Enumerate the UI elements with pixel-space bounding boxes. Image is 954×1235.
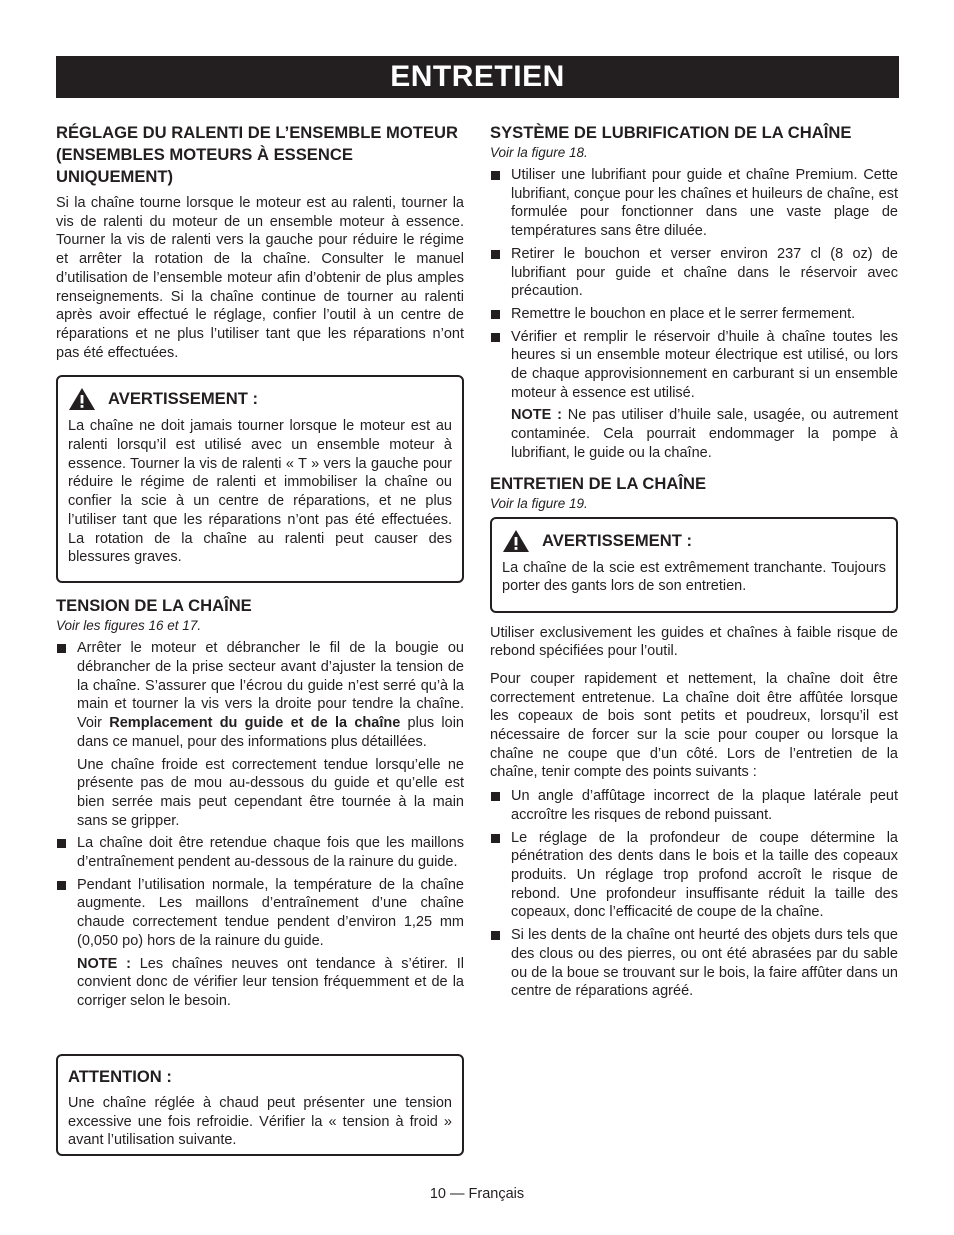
- warning-header: [68, 387, 452, 411]
- page-footer: 10 — Français: [429, 1186, 525, 1202]
- warning-header: [502, 529, 886, 553]
- warning-box-ralenti: [56, 375, 464, 583]
- figure-ref-tension: Voir les figures 16 et 17.: [56, 618, 202, 634]
- list-item: [56, 876, 464, 1011]
- bullet-square-icon: [57, 881, 66, 890]
- bullet-text: Remettre le bouchon en place et le serrer fermement.: [511, 305, 856, 322]
- section-title-entretien-chaine: ENTRETIEN DE LA CHAÎNE: [490, 473, 707, 493]
- bullet-subparagraph: Une chaîne froide est correctement tendue lorsqu’elle ne présente pas de mou au-dessous du guide et qu’elle est bien serrée mais peut cependant être tournée à la main sans se gripper.: [77, 756, 464, 829]
- tension-list: [56, 639, 464, 1010]
- section-title-ralenti: RÉGLAGE DU RALENTI DE L’ENSEMBLE MOTEUR (ENSEMBLES MOTEURS À ESSENCE UNIQUEMENT): [56, 123, 458, 186]
- bullet-text: Si les dents de la chaîne ont heurté des objets durs tels que des clous ou des pierres, ou ont été abrasées par du sable ou de la boue se trouvant sur le bois, la faire affûter dans un centre de réparations agréé.: [511, 927, 898, 1000]
- note-text: Ne pas utiliser d’huile sale, usagée, ou autrement contaminée. Cela pourrait endommager la pompe à lubrifiant, le guide ou la chaîne.: [511, 407, 899, 461]
- attention-box: [56, 1054, 464, 1156]
- figure-ref-lubrification: Voir la figure 18.: [490, 145, 588, 160]
- note-label: NOTE :: [511, 407, 562, 424]
- bullet-bold-ref: Remplacement du guide et de la chaîne: [109, 715, 401, 732]
- warning-triangle-icon: [502, 529, 530, 553]
- list-item: [490, 787, 898, 824]
- section-title-tension: TENSION DE LA CHAÎNE: [56, 596, 252, 616]
- attention-header: [68, 1066, 452, 1088]
- bullet-text: Le réglage de la profondeur de coupe détermine la pénétration des dents dans le bois et la taille des copeaux produits. Un réglage trop profond accroît le risque de rebond. Une profondeur insuffisante réduit la taille des copeaux, donc l’efficacité de coupe de la chaîne.: [511, 829, 898, 921]
- bullet-text: Utiliser une lubrifiant pour guide et chaîne Premium. Cette lubrifiant, conçue pour les chaînes et huileurs de chaîne, est formulée pour fonctionner dans une vaste plage de températures sans être diluée.: [511, 167, 898, 240]
- bullet-note: [511, 406, 898, 462]
- bullet-text: Arrêter le moteur et débrancher le fil de la bougie ou débrancher de la prise secteur avant d’ajuster la tension de la chaîne. S’assurer que l’écrou du guide n’est serré qu’à la main et tourner la vis vers la droite pour tendre la chaîne. Voir: [77, 640, 464, 732]
- note-label: NOTE :: [77, 955, 131, 972]
- list-item: [490, 245, 898, 301]
- bullet-text: Pendant l’utilisation normale, la température de la chaîne augmente. Les maillons d’entraînement d’une chaîne chaude correctement tendue pendent d’environ 1,25 mm (0,050 po) hors de la rainure du guide.: [77, 876, 464, 949]
- note-text: Les chaînes neuves ont tendance à s’étirer. Il convient donc de vérifier leur tension fréquemment et de la corriger selon le besoin.: [77, 955, 464, 1009]
- warning-box-entretien: [490, 517, 898, 613]
- warning-title: AVERTISSEMENT :: [108, 389, 258, 409]
- bullet-text: plus loin dans ce manuel, pour des informations plus détaillées.: [77, 715, 464, 750]
- right-column: [490, 122, 898, 1005]
- list-item: [490, 166, 898, 241]
- list-item: [490, 829, 898, 923]
- warning-body: La chaîne de la scie est extrêmement tranchante. Toujours porter des gants lors de son entretien.: [502, 559, 886, 595]
- entretien-paragraph-2: Pour couper rapidement et nettement, la chaîne doit être correctement entretenue. La chaîne doit être affûtée lorsque les copeaux de bois sont petits et poudreux, lorsqu’il est nécessaire de forcer sur la scie pour couper ou lorsque la chaîne ne coupe que d’un côté. Lors de l’entretien de la chaîne, tenir compte des points suivants :: [490, 670, 898, 781]
- bullet-square-icon: [491, 171, 500, 180]
- bullet-square-icon: [491, 310, 500, 319]
- bullet-square-icon: [491, 792, 500, 801]
- lubrification-list: [490, 166, 898, 463]
- attention-title: ATTENTION :: [68, 1067, 172, 1086]
- list-item: [490, 926, 898, 1001]
- bullet-square-icon: [491, 250, 500, 259]
- list-item: [490, 305, 898, 324]
- left-column: [56, 122, 464, 1149]
- bullet-text: La chaîne doit être retendue chaque fois que les maillons d’entraînement pendent au-dessous de la rainure du guide.: [77, 835, 464, 871]
- bullet-text: Retirer le bouchon et verser environ 237 cl (8 oz) de lubrifiant pour guide et chaîne dans le réservoir avec précaution.: [511, 245, 898, 300]
- ralenti-body: Si la chaîne tourne lorsque le moteur est au ralenti, tourner la vis de ralenti du moteur de un ensemble moteur à essence. Tourner la vis de ralenti vers la gauche pour réduire le régime et arrêter la rotation de la chaîne. Consulter le manuel d’utilisation de l’ensemble moteur afin d’obtenir de plus amples renseignements. Si la chaîne continue de tourner au ralenti après avoir effectué le réglage, confier l’outil à un centre de réparations et ne plus l’utiliser tant que les réparations n’ont pas été effectuées.: [56, 195, 464, 361]
- bullet-square-icon: [491, 834, 500, 843]
- list-item: [490, 328, 898, 463]
- bullet-square-icon: [491, 931, 500, 940]
- warning-body: La chaîne ne doit jamais tourner lorsque le moteur est au ralenti lorsqu’il est utilisé avec un ensemble moteur à essence. Tourner la vis de ralenti « T » vers la gauche pour réduire le régime de ralenti et immobiliser la chaîne ou confier la scie à un centre de réparations, et ne plus l’utiliser tant que les réparations n’ont pas été effectuées. La rotation de la chaîne au ralenti peut causer des blessures graves.: [68, 418, 452, 566]
- bullet-square-icon: [57, 839, 66, 848]
- bullet-text: Vérifier et remplir le réservoir d’huile à chaîne toutes les heures si un ensemble moteur électrique est utilisé, ou lors de chaque approvisionnement en carburant si un ensemble moteur à essence est utilisé.: [511, 328, 898, 401]
- list-item: [56, 834, 464, 871]
- page-banner: ENTRETIEN: [56, 56, 899, 98]
- warning-title: AVERTISSEMENT :: [542, 530, 692, 550]
- bullet-square-icon: [491, 333, 500, 342]
- list-item: [56, 639, 464, 830]
- warning-triangle-icon: [68, 387, 96, 411]
- bullet-square-icon: [57, 644, 66, 653]
- section-title-lubrification: SYSTÈME DE LUBRIFICATION DE LA CHAÎNE: [490, 123, 852, 142]
- entretien-paragraph-1: Utiliser exclusivement les guides et chaînes à faible risque de rebond spécifiées pour l’outil.: [490, 624, 898, 660]
- entretien-list: [490, 787, 898, 1001]
- bullet-note: [77, 955, 464, 1011]
- bullet-text: Un angle d’affûtage incorrect de la plaque latérale peut accroître les risques de rebond puissant.: [511, 788, 898, 823]
- figure-ref-entretien: Voir la figure 19.: [490, 495, 588, 511]
- attention-body: Une chaîne réglée à chaud peut présenter une tension excessive une fois refroidie. Vérifier la « tension à froid » avant l’utilisation suivante.: [68, 1095, 452, 1149]
